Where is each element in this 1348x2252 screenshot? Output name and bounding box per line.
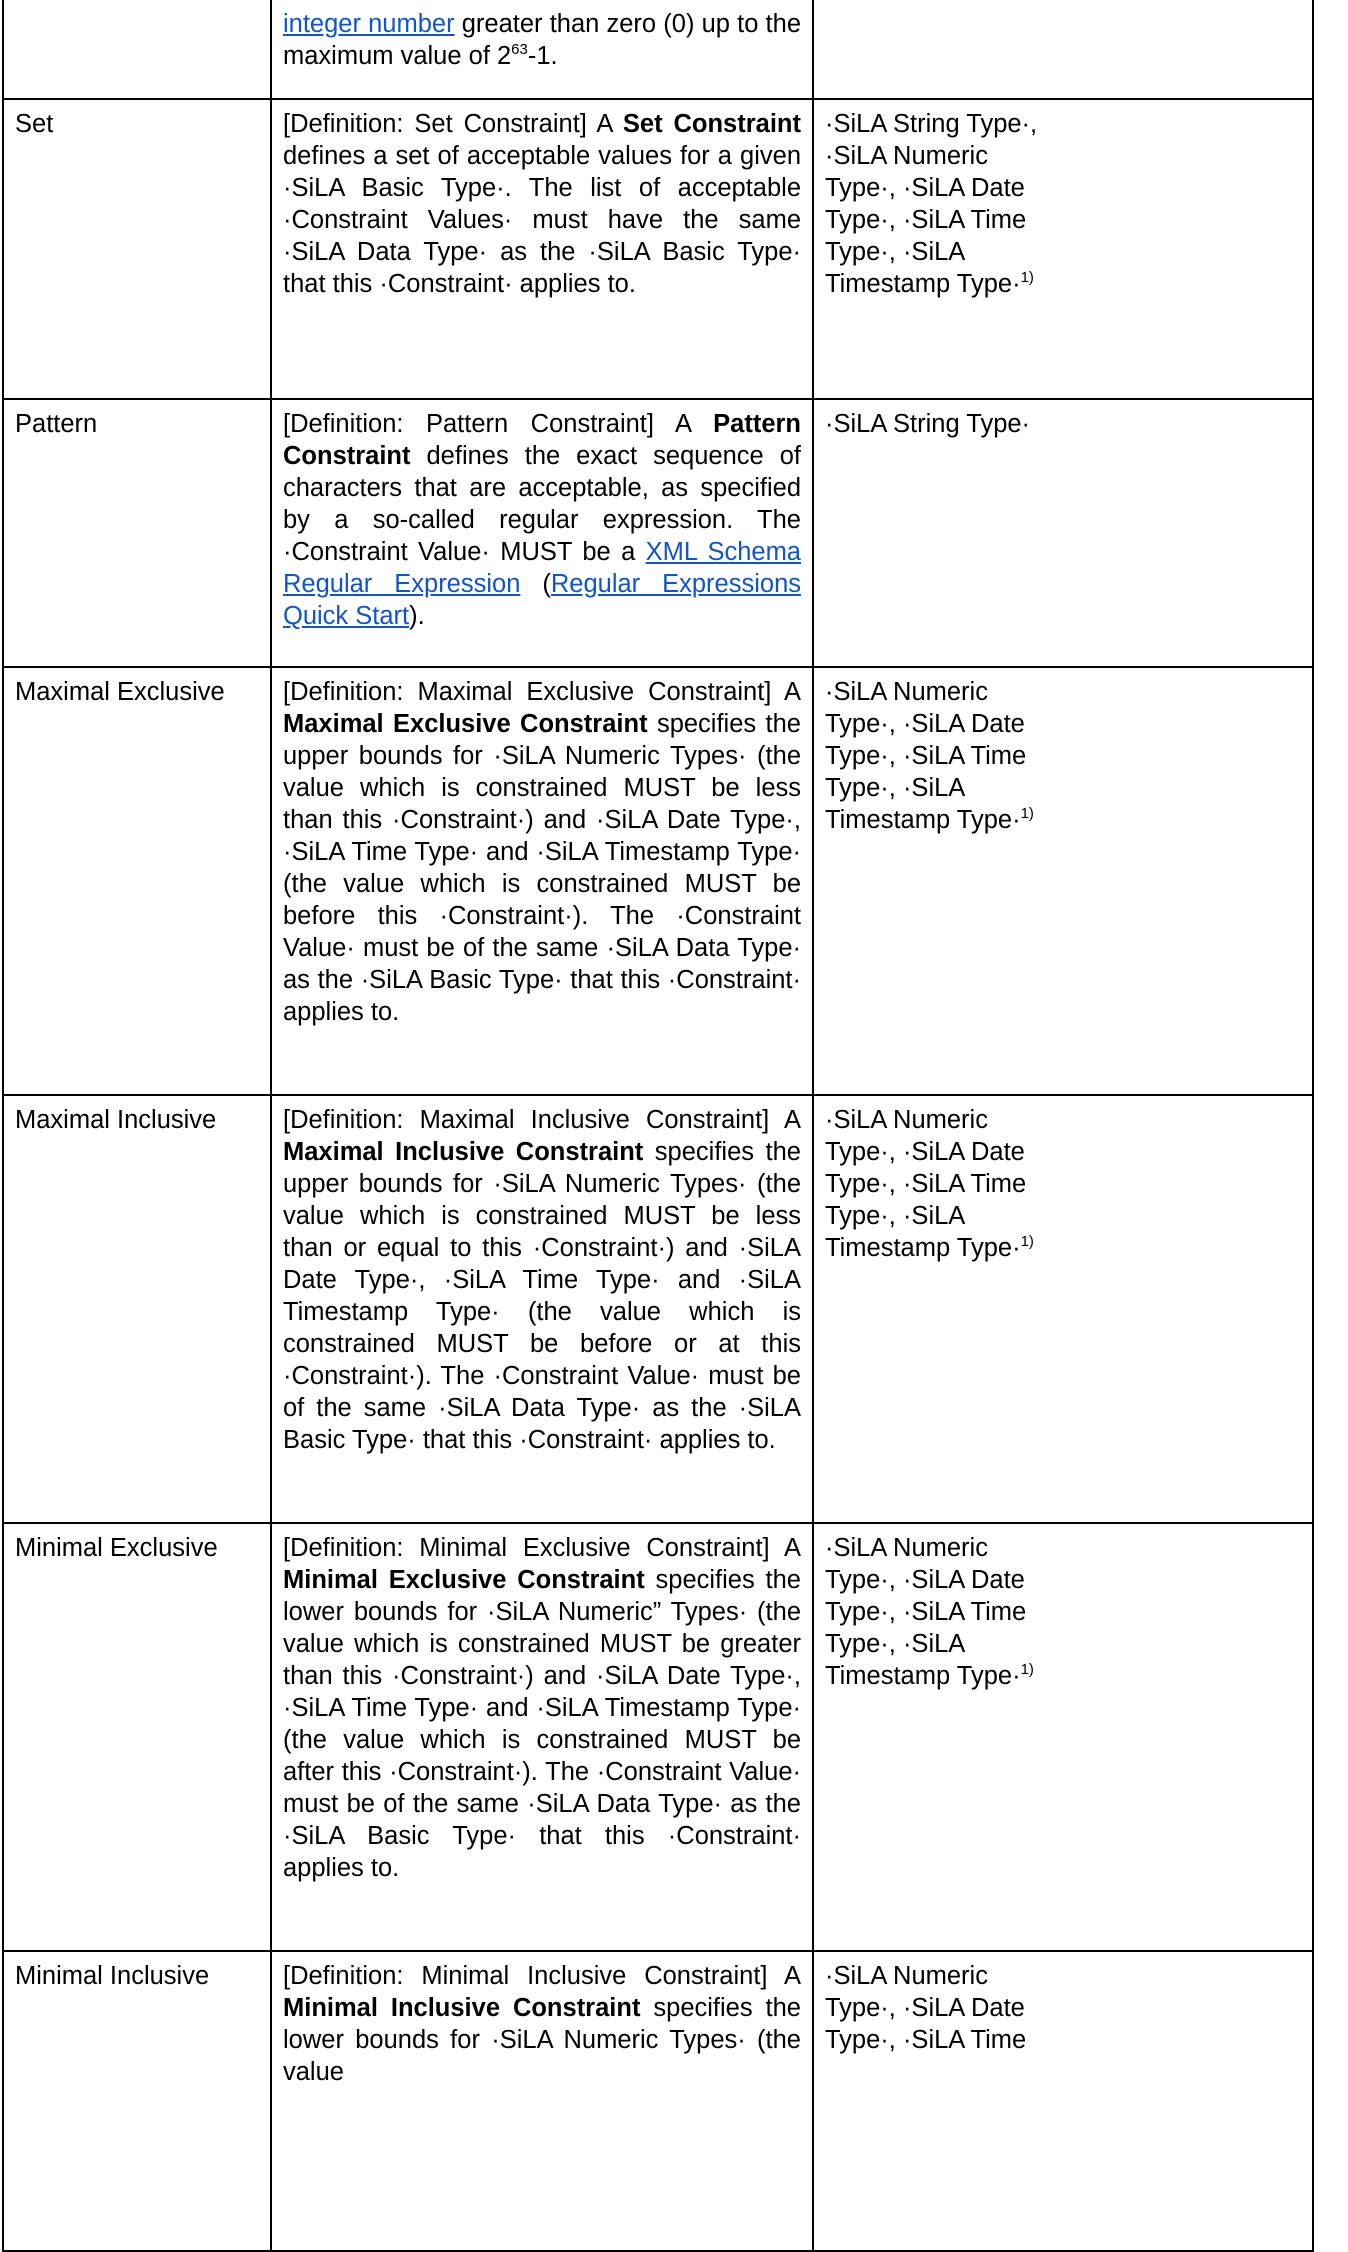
applicable-types-cell <box>813 0 1313 99</box>
constraint-description-cell <box>271 99 813 399</box>
table-row <box>3 1523 1313 1951</box>
constraint-description-cell <box>271 1095 813 1523</box>
table-row <box>3 1951 1313 2251</box>
applicable-types <box>825 408 1051 440</box>
applicable-types-cell <box>813 1095 1313 1523</box>
applicable-types-cell <box>813 1523 1313 1951</box>
constraint-name: Set <box>15 110 54 138</box>
text-run: ·SiLA Numeric Type·, ·SiLA Date Type·, ·SiLA Time Type·, ·SiLA Timestamp Type· <box>825 678 1027 834</box>
constraint-name-cell <box>3 1095 271 1523</box>
text-run: ·SiLA Numeric Type·, ·SiLA Date Type·, ·SiLA Time <box>825 1962 1027 2054</box>
text-run: ·SiLA String Type· <box>825 410 1031 438</box>
constraint-name: Minimal Exclusive <box>15 1534 218 1562</box>
applicable-types <box>825 1960 1051 2056</box>
constraint-description-cell <box>271 667 813 1095</box>
text-run: -1. <box>527 42 558 70</box>
text-run: specifies the upper bounds for ·SiLA Numeric Types· (the value which is constrained MUST be less than or equal to this ·Constraint·) and ·SiLA Date Type·, ·SiLA Time Type· and ·SiLA Timestamp Type· (the value which is constrained MUST be before or at this ·Constraint·). The ·Constraint Value· must be of the same ·SiLA Data Type· as the ·SiLA Basic Type· that this ·Constraint· applies to. <box>283 1138 801 1454</box>
constraint-name-cell <box>3 0 271 99</box>
reference-link[interactable]: XML Schema Regular Expression <box>283 538 801 598</box>
constraints-table <box>2 0 1314 2252</box>
table-row <box>3 667 1313 1095</box>
applicable-types-cell <box>813 399 1313 667</box>
applicable-types-cell <box>813 99 1313 399</box>
constraint-description-cell <box>271 399 813 667</box>
text-run: specifies the upper bounds for ·SiLA Numeric Types· (the value which is constrained MUST be less than this ·Constraint·) and ·SiLA Date Type·, ·SiLA Time Type· and ·SiLA Timestamp Type· (the value which is constrained MUST be before this ·Constraint·). The ·Constraint Value· must be of the same ·SiLA Data Type· as the ·SiLA Basic Type· that this ·Constraint· applies to. <box>283 710 801 1026</box>
text-run: [Definition: Minimal Inclusive Constraint] A <box>283 1962 801 1990</box>
reference-link[interactable]: integer number <box>283 10 455 38</box>
applicable-types <box>825 1532 1051 1692</box>
text-run: ·SiLA String Type·, ·SiLA Numeric Type·, ·SiLA Date Type·, ·SiLA Time Type·, ·SiLA Timestamp Type· <box>825 110 1038 298</box>
defined-term: Minimal Inclusive Constraint <box>283 1994 641 2022</box>
defined-term: Minimal Exclusive Constraint <box>283 1566 645 1594</box>
table-row <box>3 0 1313 99</box>
constraint-description-cell <box>271 0 813 99</box>
text-run: [Definition: Set Constraint] A <box>283 110 623 138</box>
constraint-name: Maximal Inclusive <box>15 1106 217 1134</box>
text-run: [Definition: Maximal Exclusive Constraint] A <box>283 678 801 706</box>
constraints-table-body <box>3 0 1313 2251</box>
applicable-types <box>825 108 1051 300</box>
constraint-name-cell <box>3 99 271 399</box>
text-run: [Definition: Minimal Exclusive Constraint] A <box>283 1534 801 1562</box>
superscript: 63 <box>511 41 528 58</box>
superscript: 1) <box>1020 269 1034 286</box>
applicable-types <box>825 676 1051 836</box>
constraint-description-cell <box>271 1523 813 1951</box>
text-run: ). <box>409 602 425 630</box>
text-run: defines the exact sequence of characters that are acceptable, as specified by a so-called regular expression. The ·Constraint Value· MUST be a <box>283 442 801 566</box>
constraint-name-cell <box>3 1523 271 1951</box>
text-run: ·SiLA Numeric Type·, ·SiLA Date Type·, ·SiLA Time Type·, ·SiLA Timestamp Type· <box>825 1106 1027 1262</box>
applicable-types-cell <box>813 667 1313 1095</box>
constraint-name-cell <box>3 667 271 1095</box>
defined-term: Maximal Inclusive Constraint <box>283 1138 644 1166</box>
text-run: specifies the lower bounds for ·SiLA Numeric Types· (the value <box>283 1994 801 2086</box>
superscript: 1) <box>1020 1661 1034 1678</box>
text-run: [Definition: Pattern Constraint] A <box>283 410 714 438</box>
text-run: defines a set of acceptable values for a given ·SiLA Basic Type·. The list of acceptable ·Constraint Values· must have the same ·SiLA Data Type· as the ·SiLA Basic Type· that this ·Constraint· applies to. <box>283 142 801 298</box>
defined-term: Set Constraint <box>622 110 801 138</box>
text-run: ·SiLA Numeric Type·, ·SiLA Date Type·, ·SiLA Time Type·, ·SiLA Timestamp Type· <box>825 1534 1027 1690</box>
table-row <box>3 399 1313 667</box>
table-row <box>3 99 1313 399</box>
text-run: specifies the lower bounds for ·SiLA Numeric” Types· (the value which is constrained MUST be greater than this ·Constraint·) and ·SiLA Date Type·, ·SiLA Time Type· and ·SiLA Timestamp Type· (the value which is constrained MUST be after this ·Constraint·). The ·Constraint Value· must be of the same ·SiLA Data Type· as the ·SiLA Basic Type· that this ·Constraint· applies to. <box>283 1566 801 1882</box>
applicable-types-cell <box>813 1951 1313 2251</box>
constraint-name-cell <box>3 1951 271 2251</box>
constraint-name-cell <box>3 399 271 667</box>
superscript: 1) <box>1020 1233 1034 1250</box>
superscript: 1) <box>1020 805 1034 822</box>
constraint-name: Pattern <box>15 410 98 438</box>
table-row <box>3 1095 1313 1523</box>
constraint-name: Maximal Exclusive <box>15 678 225 706</box>
reference-link[interactable]: Regular Expressions Quick Start <box>283 570 802 630</box>
constraint-description-cell <box>271 1951 813 2251</box>
text-run: ( <box>520 570 551 598</box>
text-run: greater than zero (0) up to the maximum value of 2 <box>283 10 801 70</box>
defined-term: Maximal Exclusive Constraint <box>283 710 648 738</box>
applicable-types <box>825 1104 1051 1264</box>
defined-term: Pattern Constraint <box>283 410 801 470</box>
text-run: [Definition: Maximal Inclusive Constraint] A <box>283 1106 801 1134</box>
constraint-name: Minimal Inclusive <box>15 1962 210 1990</box>
